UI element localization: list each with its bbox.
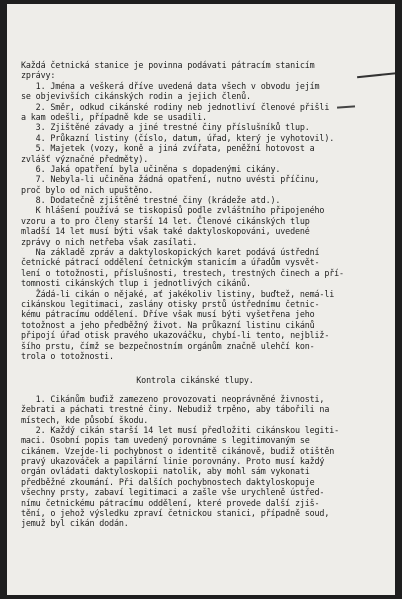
text-line: maci. Osobní popis tam uvedený porovnáme s legitimovaným se — [21, 435, 310, 446]
text-line: 1. Cikánům buďiž zamezeno provozovati neoprávněné živnosti, — [21, 393, 325, 404]
text-line: žebrati a páchati trestné činy. Nebudiž trpěno, aby tábořili na — [21, 404, 330, 415]
text-line: všechny prsty, zabaví legitimaci a zašle vše urychleně ústřed- — [21, 487, 325, 498]
text-line: cikánskou legitimaci, zaslány otisky prstů ústřednímu četnic- — [21, 298, 320, 309]
text-line: šího prstu, čímž se bezpečnostním orgánům značně ulehčí kon- — [21, 340, 315, 351]
text-line: totožnost a jeho předběžný život. Na průkazní listinu cikánů — [21, 319, 315, 330]
text-line: jemuž byl cikán dodán. — [21, 518, 129, 529]
text-line: trola o totožnosti. — [21, 350, 114, 361]
text-line: 4. Průkazní listiny (číslo, datum, úřad, který je vyhotovil). — [21, 132, 335, 143]
text-line: proč bylo od nich upuštěno. — [21, 184, 154, 195]
text-line: připojí úřad otisk pravého ukazováčku, chybí-li tento, nejbliž- — [21, 330, 330, 341]
text-line: a kam odešli, případně kde se usadili. — [21, 111, 207, 122]
text-line: nímu četnickému pátracímu oddělení, které provede další zjiš- — [21, 497, 320, 508]
document-page — [7, 4, 395, 595]
text-line: kému pátracímu oddělení. Dříve však musí býti vyšetřena jeho — [21, 309, 315, 320]
text-line: zvlášť význačné předměty). — [21, 153, 149, 164]
text-line: četnické pátrací oddělení četnickým stanicím a úřadům vysvět- — [21, 257, 320, 268]
text-line: předběžné zkoumání. Při dalších pochybnostech daktyloskopuje — [21, 476, 315, 487]
text-line: 2. Každý cikán starší 14 let musí předložiti cikánskou legiti- — [21, 424, 339, 435]
text-line: Každá četnická stanice je povinna podávati pátracím stanicím — [21, 60, 315, 70]
text-line: cikánem. Vzejde-li pochybnost o identitě cikánově, budiž otištěn — [21, 445, 335, 456]
document-text — [21, 60, 369, 529]
text-line: tomnosti cikánských tlup i jednotlivých cikánů. — [21, 278, 251, 289]
text-line: tění, o jehož výsledku zpraví četnickou stanici, případně soud, — [21, 508, 330, 519]
section-heading: Kontrola cikánské tlupy. — [136, 375, 254, 386]
text-line: Na základě zpráv a daktyloskopických karet podává ústřední — [21, 247, 320, 258]
text-line: K hlášení používá se tiskopisů podle zvláštního připojeného — [21, 205, 325, 216]
text-line: se objevivších cikánských rodin a jejich členů. — [21, 91, 251, 102]
text-line: Žádá-li cikán o nějaké, ať jakékoliv listiny, buďtež, nemá-li — [21, 288, 335, 299]
text-line: 3. Zjištěné závady a jiné trestné činy příslušníků tlup. — [21, 122, 310, 133]
text-block-top — [21, 60, 369, 361]
text-line: pravý ukazováček a papilární linie porovnány. Proto musí každý — [21, 456, 325, 467]
text-line: orgán ovládati daktyloskopii natolik, aby mohl sám vykonati — [21, 466, 310, 477]
text-line: vzoru a to pro členy starší 14 let. Členové cikánských tlup — [21, 215, 310, 226]
text-line: mladší 14 let musí býti však také daktyloskopováni, uvedené — [21, 226, 310, 237]
text-line: místech, kde působí škodu. — [21, 414, 149, 425]
text-line: zprávy: — [21, 70, 56, 81]
text-line: 8. Dodatečně zjištěné trestné činy (krádeže atd.). — [21, 195, 281, 206]
text-line: 1. Jména a veškerá dříve uvedená data všech v obvodu jejím — [21, 80, 320, 91]
text-line: 2. Směr, odkud cikánské rodiny neb jednotliví členové přišli — [21, 101, 330, 112]
text-line: 7. Nebyla-li učiněna žádná opatření, nutno uvésti příčinu, — [21, 174, 320, 185]
text-line: zprávy o nich netřeba však zasílati. — [21, 236, 198, 247]
text-line: 6. Jaká opatření byla učiněna s dopadenými cikány. — [21, 163, 281, 174]
text-line: lení o totožnosti, příslušnosti, trestech, trestných činech a pří- — [21, 267, 344, 278]
text-block-bottom — [21, 394, 369, 529]
text-line: 5. Majetek (vozy, koně a jiná zvířata, peněžní hotovost a — [21, 143, 315, 154]
